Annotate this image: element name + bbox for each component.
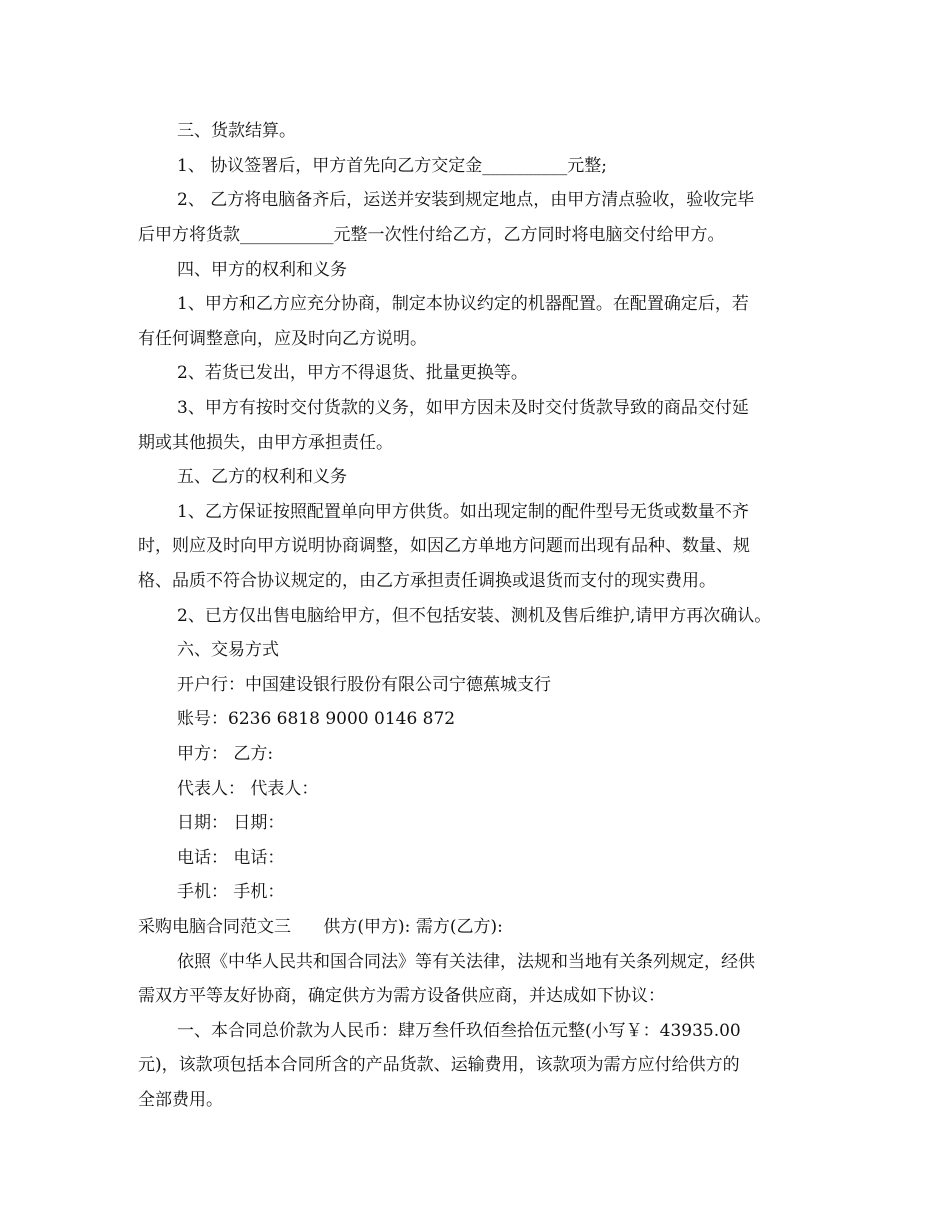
account-number: 账号：6236 6818 9000 0146 872 <box>177 709 456 729</box>
contract-3-intro-line1: 依照《中华人民共和国合同法》等有关法律，法规和当地有关条列规定，经供 <box>177 952 755 972</box>
clause-4-3-line2: 期或其他损失，由甲方承担责任。 <box>138 433 393 453</box>
clause-5-1-line2: 时，则应及时向甲方说明协商调整，如因乙方单地方问题而出现有品种、数量、规 <box>138 536 750 556</box>
clause-5-1-line1: 1、乙方保证按照配置单向甲方供货。如出现定制的配件型号无货或数量不齐 <box>177 502 749 522</box>
contract-3-clause-1-line1: 一、本合同总价款为人民币：肆万叁仟玖佰叁拾伍元整(小写￥：43935.00 <box>177 1021 741 1041</box>
contract-3-title: 采购电脑合同范文三 供方(甲方): 需方(乙方): <box>138 917 503 937</box>
clause-5-1-line3: 格、品质不符合协议规定的，由乙方承担责任调换或退货而支付的现实费用。 <box>138 571 716 591</box>
clause-3-2-line2: 后甲方将货款___________元整一次性付给乙方，乙方同时将电脑交付给甲方。 <box>138 225 725 245</box>
clause-5-2: 2、已方仅出售电脑给甲方，但不包括安装、测机及售后维护,请甲方再次确认。 <box>177 606 772 626</box>
section-4-heading: 四、甲方的权利和义务 <box>177 260 347 280</box>
contract-3-clause-1-line2: 元)，该款项包括本合同所含的产品货款、运输费用，该款项为需方应付给供方的 <box>138 1055 740 1075</box>
contract-3-clause-1-line3: 全部费用。 <box>138 1090 223 1110</box>
clause-3-2-line1: 2、 乙方将电脑备齐后，运送并安装到规定地点，由甲方清点验收，验收完毕 <box>177 190 755 210</box>
signature-representative: 代表人： 代表人： <box>177 779 319 799</box>
contract-3-intro-line2: 需双方平等友好协商，确定供方为需方设备供应商，并达成如下协议： <box>138 986 665 1006</box>
signature-phone: 电话： 电话： <box>177 848 285 868</box>
section-6-heading: 六、交易方式 <box>177 640 279 660</box>
clause-4-1-line2: 有任何调整意向，应及时向乙方说明。 <box>138 329 427 349</box>
clause-4-3-line1: 3、甲方有按时交付货款的义务，如甲方因未及时交付货款导致的商品交付延 <box>177 398 749 418</box>
clause-4-2: 2、若货已发出，甲方不得退货、批量更换等。 <box>177 363 528 383</box>
signature-date: 日期： 日期： <box>177 813 285 833</box>
signature-party: 甲方： 乙方: <box>177 744 274 764</box>
section-3-heading: 三、货款结算。 <box>177 121 296 141</box>
clause-4-1-line1: 1、甲方和乙方应充分协商，制定本协议约定的机器配置。在配置确定后，若 <box>177 294 749 314</box>
signature-mobile: 手机： 手机： <box>177 882 285 902</box>
section-5-heading: 五、乙方的权利和义务 <box>177 467 347 487</box>
bank-name: 开户行：中国建设银行股份有限公司宁德蕉城支行 <box>177 675 551 695</box>
clause-3-1: 1、 协议签署后，甲方首先向乙方交定金__________元整; <box>177 156 607 176</box>
